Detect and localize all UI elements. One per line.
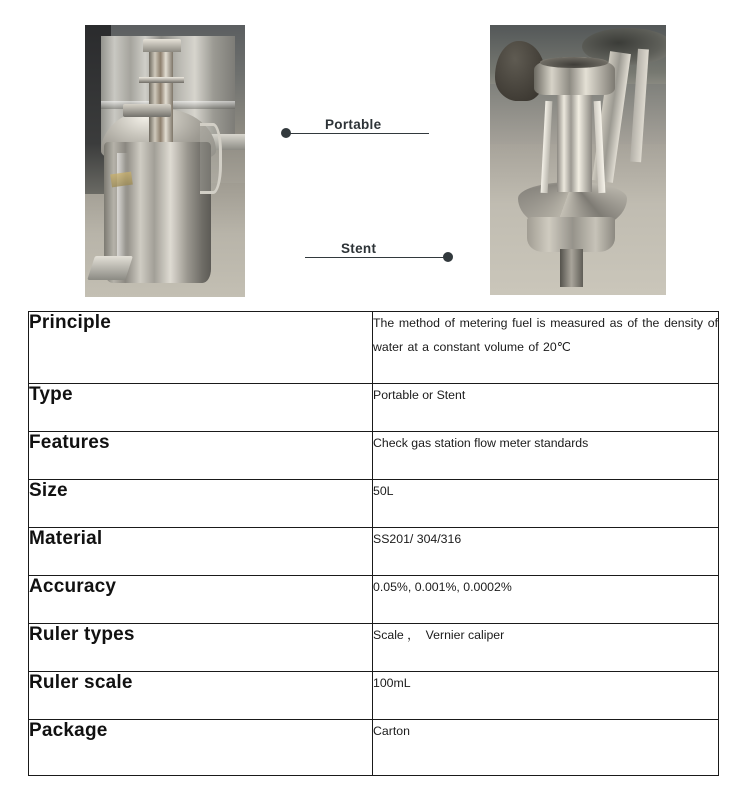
- stent-proving-tank-photo: [490, 25, 666, 295]
- prover-neck-column: [557, 90, 592, 193]
- spec-label-principle: Principle: [29, 312, 373, 384]
- specification-table: [28, 311, 719, 776]
- spec-value-ruler-scale: 100mL: [373, 672, 719, 720]
- tank-valve-fitting: [123, 104, 171, 118]
- specification-table-body: [29, 312, 719, 776]
- callout-leader-line: [283, 133, 429, 134]
- spec-value-size: 50L: [373, 480, 719, 528]
- portable-photo-artwork: [85, 25, 245, 297]
- prover-base-ring: [527, 217, 615, 252]
- portable-proving-tank-photo: [85, 25, 245, 297]
- stent-photo-artwork: [490, 25, 666, 295]
- tank-neck-clamp: [139, 77, 184, 83]
- spec-value-features: Check gas station flow meter standards: [373, 432, 719, 480]
- spec-value-accuracy: 0.05%, 0.001%, 0.0002%: [373, 576, 719, 624]
- table-row: [29, 720, 719, 776]
- spec-label-type: Type: [29, 384, 373, 432]
- table-row: [29, 624, 719, 672]
- spec-value-type: Portable or Stent: [373, 384, 719, 432]
- table-row: [29, 432, 719, 480]
- spec-value-material: SS201/ 304/316: [373, 528, 719, 576]
- spec-label-material: Material: [29, 528, 373, 576]
- tank-neck-cap: [143, 39, 181, 53]
- prover-funnel-top: [534, 57, 615, 95]
- table-row: [29, 480, 719, 528]
- callout-leader-line: [305, 257, 451, 258]
- spec-label-ruler-types: Ruler types: [29, 624, 373, 672]
- spec-label-features: Features: [29, 432, 373, 480]
- tank-filling-neck: [149, 44, 173, 145]
- spec-label-size: Size: [29, 480, 373, 528]
- tank-nameplate: [110, 172, 133, 188]
- tank-carry-handle: [200, 123, 222, 194]
- callout-stent-label: Stent: [341, 241, 377, 256]
- table-row: [29, 576, 719, 624]
- product-photo-gallery: [0, 0, 750, 305]
- callout-dot-icon: [443, 252, 453, 262]
- table-row: [29, 528, 719, 576]
- spec-label-package: Package: [29, 720, 373, 776]
- table-row: [29, 312, 719, 384]
- callout-portable-label: Portable: [325, 117, 382, 132]
- spec-value-ruler-types: Scale ， Vernier caliper: [373, 624, 719, 672]
- spec-value-package: Carton: [373, 720, 719, 776]
- table-row: [29, 672, 719, 720]
- table-row: [29, 384, 719, 432]
- spec-label-accuracy: Accuracy: [29, 576, 373, 624]
- spec-label-ruler-scale: Ruler scale: [29, 672, 373, 720]
- prover-drain-valve: [560, 249, 583, 287]
- spec-value-principle: The method of metering fuel is measured as of the density of water at a constant volume of 20℃: [373, 312, 719, 384]
